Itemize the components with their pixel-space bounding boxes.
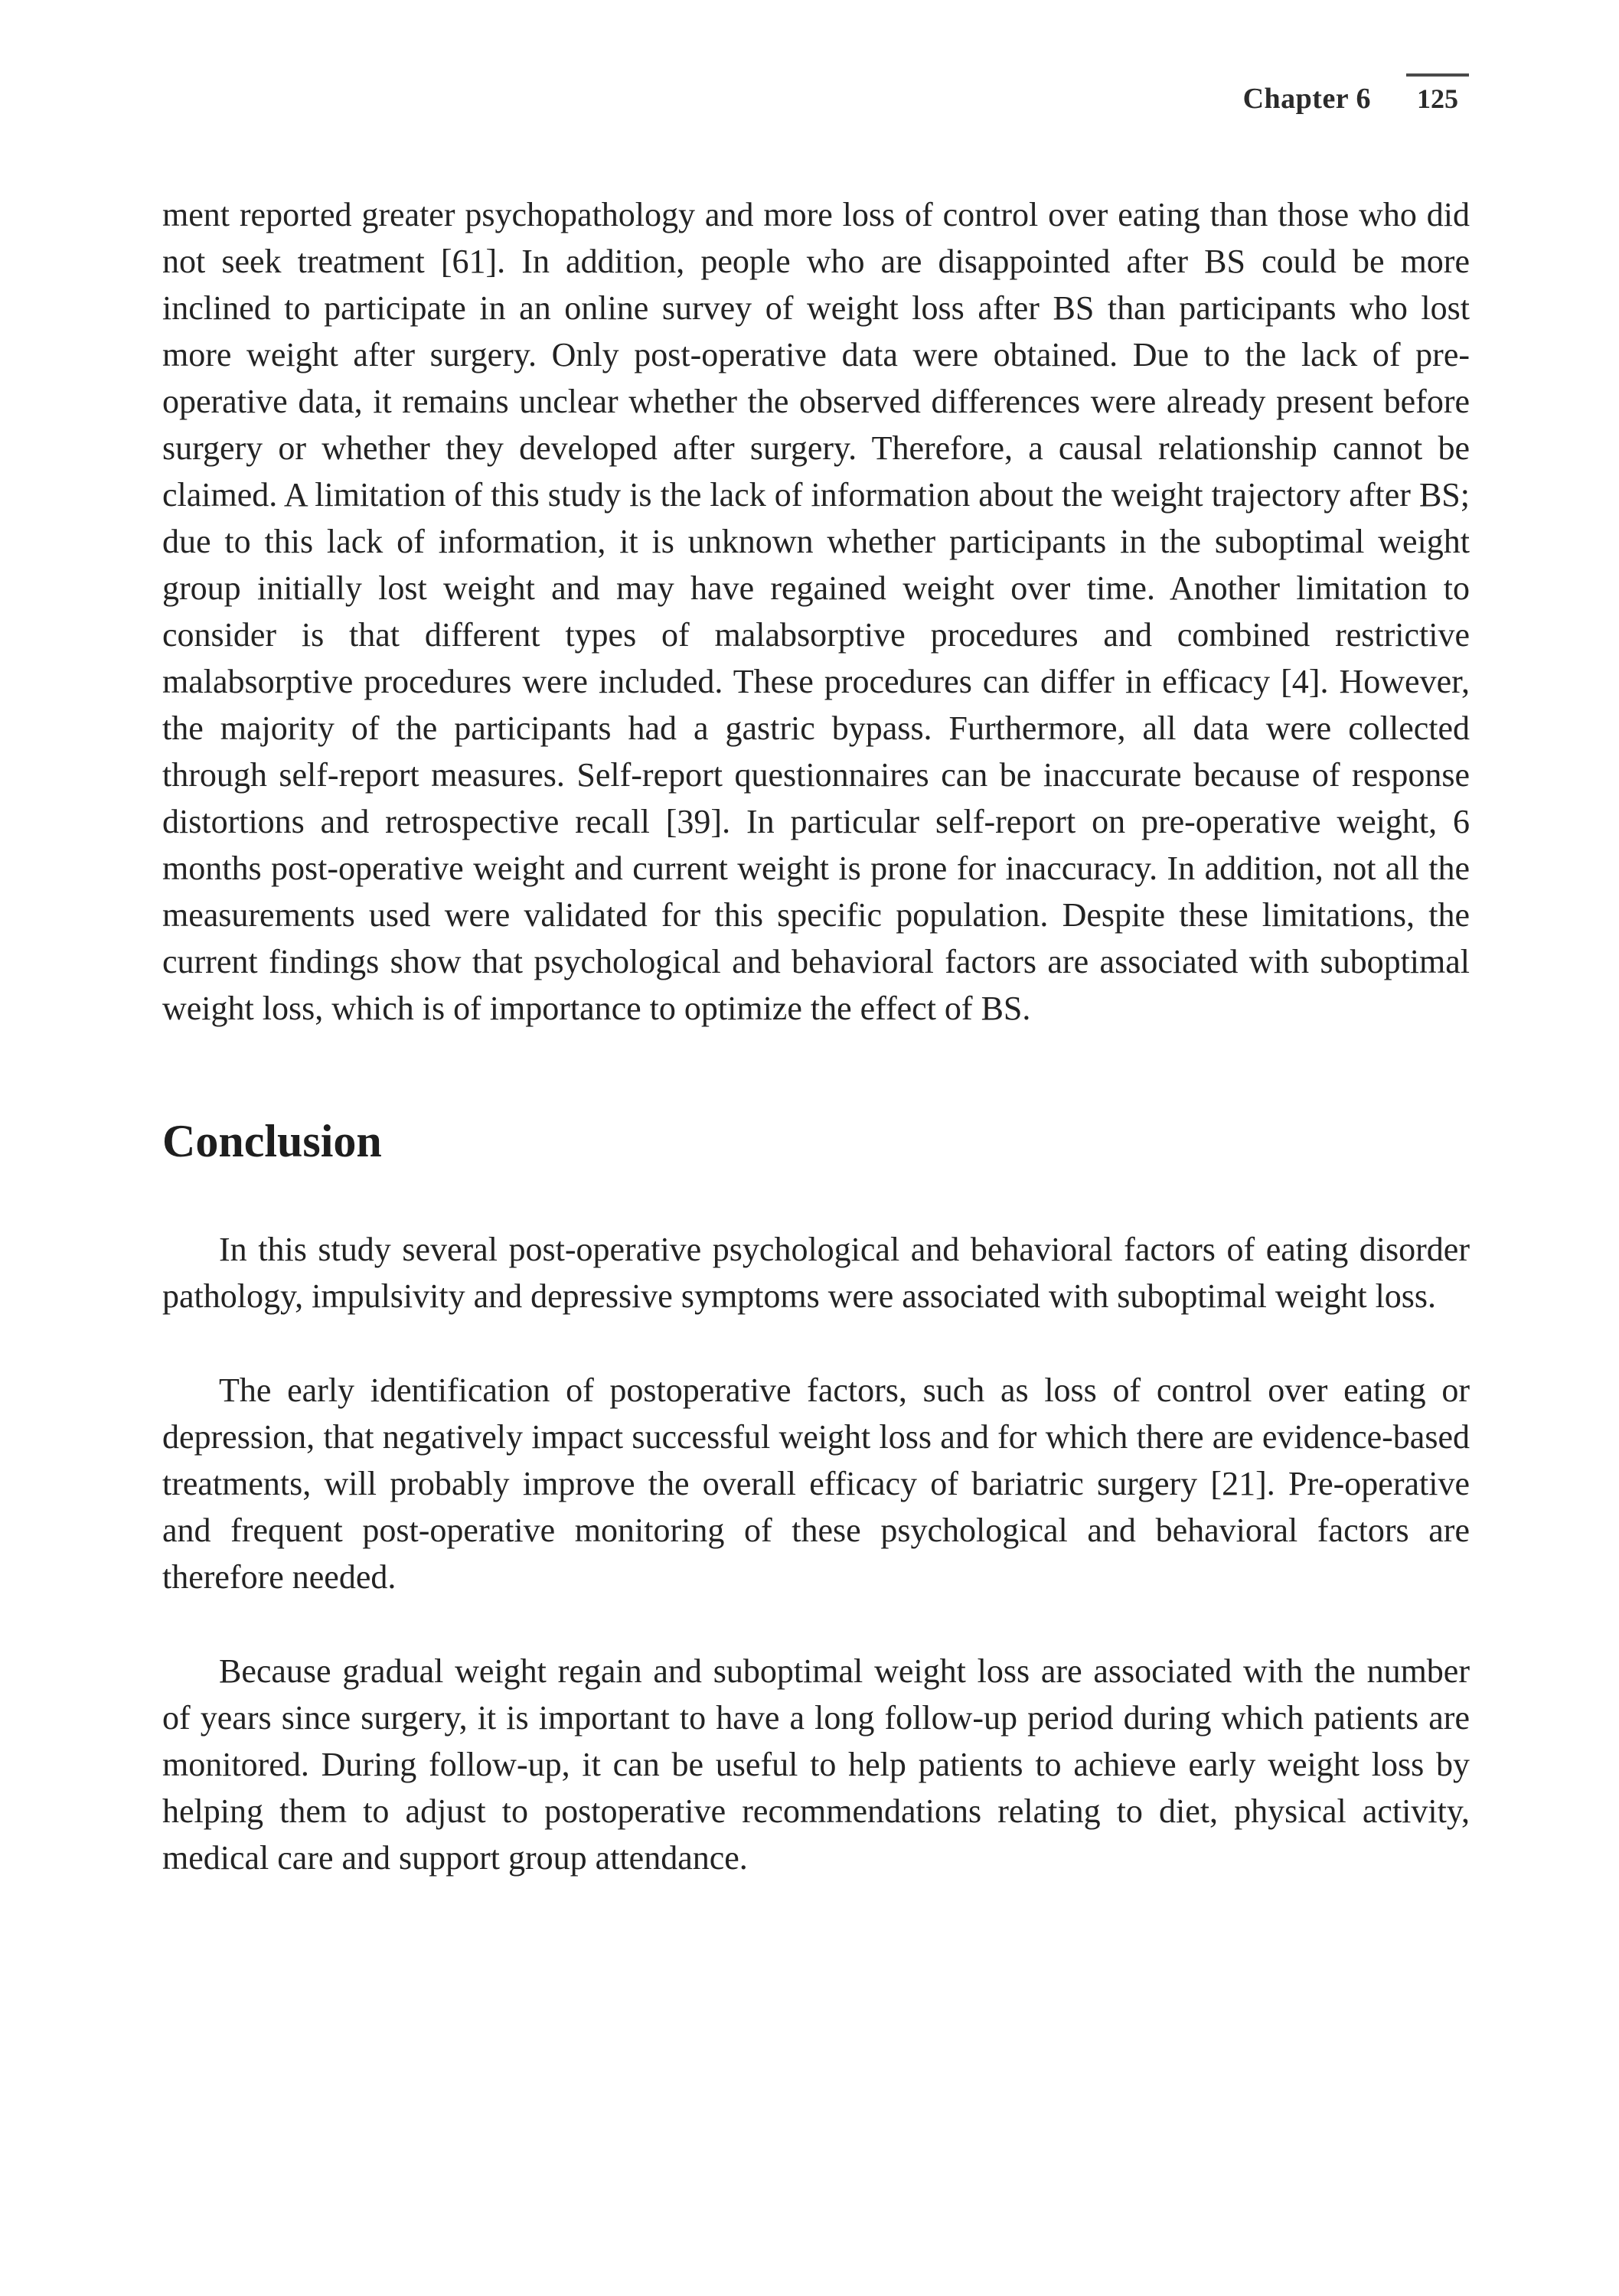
conclusion-paragraph-1: In this study several post-operative psychological and behavioral factors of eating disorder pathology, impulsivity and depressive symptoms were associated with suboptimal weight loss. xyxy=(162,1231,1470,1315)
running-header xyxy=(1243,73,1469,116)
conclusion-paragraph-2: The early identification of postoperative factors, such as loss of control over eating or depression, that negatively impact successful weight loss and for which there are evidence-based treatments, will probably improve the overall efficacy of bariatric surgery [21]. Pre-operative and frequent post-operative monitoring of these psychological and behavioral factors are therefore needed. xyxy=(162,1371,1470,1596)
page-content xyxy=(162,191,1470,1881)
conclusion-heading: Conclusion xyxy=(162,1116,382,1166)
page-number: 125 xyxy=(1406,73,1469,115)
chapter-label: Chapter 6 xyxy=(1242,83,1371,115)
continuation-paragraph: ment reported greater psychopathology and more loss of control over eating than those who did not seek treatment [61]. In addition, people who are disappointed after BS could be more inclined to participate in an online survey of weight loss after BS than participants who lost more weight after surgery. Only post-operative data were obtained. Due to the lack of pre-operative data, it remains unclear whether the observed differences were already present before surgery or whether they developed after surgery. Therefore, a causal relationship cannot be claimed. A limitation of this study is the lack of information about the weight trajectory after BS; due to this lack of information, it is unknown whether participants in the suboptimal weight group initially lost weight and may have regained weight over time. Another limitation to consider is that different types of malabsorptive procedures and combined restrictive malabsorptive procedures were included. These procedures can differ in efficacy [4]. However, the majority of the participants had a gastric bypass. Furthermore, all data were collected through self-report measures. Self-report questionnaires can be inaccurate because of response distortions and retrospective recall [39]. In particular self-report on pre-operative weight, 6 months post-operative weight and current weight is prone for inaccuracy. In addition, not all the measurements used were validated for this specific population. Despite these limitations, the current findings show that psychological and behavioral factors are associated with suboptimal weight loss, which is of importance to optimize the effect of BS. xyxy=(162,196,1470,1027)
conclusion-paragraph-3: Because gradual weight regain and suboptimal weight loss are associated with the number of years since surgery, it is important to have a long follow-up period during which patients are monitored. During follow-up, it can be useful to help patients to achieve early weight loss by helping them to adjust to postoperative recommendations relating to diet, physical activity, medical care and support group attendance. xyxy=(162,1652,1470,1877)
